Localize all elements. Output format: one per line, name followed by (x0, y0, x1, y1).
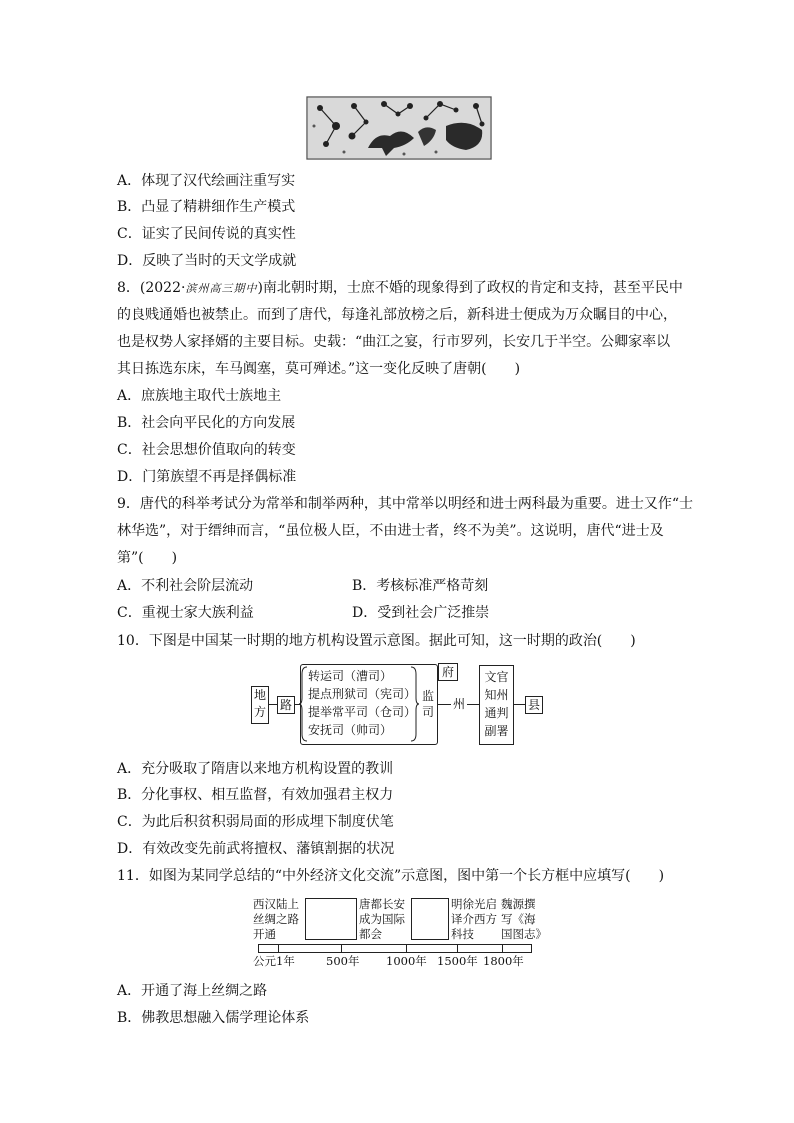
q9-option-c: C．重视士家大族利益 (117, 605, 254, 621)
jiansi-label: 监司 (422, 689, 435, 719)
q9-option-b: B．考核标准严格苛刻 (352, 578, 489, 594)
q9-option-d: D．受到社会广泛推崇 (352, 605, 490, 621)
q9-option-a: A．不利社会阶层流动 (117, 578, 254, 594)
blank-box-1 (305, 898, 357, 940)
q9-stem-line3: 第”( ) (117, 550, 178, 566)
wenguan-line2: 知州 (484, 688, 509, 702)
q7-option-c: C．证实了民间传说的真实性 (117, 226, 296, 242)
right-brace-icon (411, 666, 419, 742)
office-anfu: 安抚司（帅司） (308, 723, 393, 737)
office-tixing: 提点刑狱司（宪司） (308, 687, 417, 701)
tick-label-1800: 1800年 (483, 954, 524, 968)
q10-option-d: D．有效改变先前武将擅权、藩镇割据的状况 (117, 841, 395, 857)
q11-option-a: A．开通了海上丝绸之路 (117, 983, 268, 999)
xian-box: 县 (525, 696, 543, 714)
tick-label-500: 500年 (326, 954, 360, 968)
q10-option-c: C．为此后积贫积弱局面的形成埋下制度伏笔 (117, 814, 394, 830)
q8-option-a: A．庶族地主取代士族地主 (117, 388, 282, 404)
q8-stem-line1 (117, 278, 683, 299)
q8-stem-line4: 其日拣选东床，车马阗塞，莫可殚述。”这一变化反映了唐朝( ) (117, 361, 521, 377)
blank-box-2 (411, 898, 449, 940)
tick-label-1: 公元1年 (253, 954, 295, 968)
q9-stem-line2: 林华选”，对于缙绅而言，“虽位极人臣，不由进士者，终不为美”。这说明，唐代“进士及 (117, 523, 664, 539)
q7-option-d: D．反映了当时的天文学成就 (117, 253, 297, 269)
q8-stem-rest: )南北朝时期，士庶不婚的现象得到了政权的肯定和支持，甚至平民中 (257, 280, 683, 296)
han-relief-image (306, 96, 492, 160)
event-wei-yuan: 魏源撰 写《海 国图志》 (501, 897, 547, 941)
office-zhuanyun: 转运司（漕司） (308, 669, 393, 683)
q8-option-c: C．社会思想价值取向的转变 (117, 442, 296, 458)
event-xu-guangqi: 明徐光启 译介西方 科技 (451, 897, 497, 941)
difang-box: 地方 (251, 686, 269, 724)
fu-box: 府 (438, 663, 458, 681)
q8-number: 8．(2022· (117, 280, 186, 296)
office-changping: 提举常平司（仓司） (308, 705, 417, 719)
event-silk-road: 西汉陆上 丝绸之路 开通 (253, 897, 299, 941)
q7-option-a: A．体现了汉代绘画注重写实 (117, 173, 296, 189)
event-changan: 唐都长安 成为国际 都会 (359, 897, 405, 941)
wenguan-box (479, 665, 514, 745)
q7-option-b: B．凸显了精耕细作生产模式 (117, 199, 296, 215)
q11-stem: 11．如图为某同学总结的“中外经济文化交流”示意图，图中第一个长方框中应填写( ) (117, 868, 665, 884)
lu-box: 路 (277, 696, 295, 714)
wenguan-line1: 文官 (484, 670, 509, 684)
wenguan-line3: 通判 (484, 706, 509, 720)
timeline-bar (258, 944, 532, 953)
q8-option-d: D．门第族望不再是择偶标准 (117, 469, 297, 485)
q8-source: 滨州高三期中 (185, 282, 258, 295)
q8-option-b: B．社会向平民化的方向发展 (117, 415, 296, 431)
q11-option-b: B．佛教思想融入儒学理论体系 (117, 1010, 310, 1026)
q8-stem-line3: 也是权势人家择婿的主要目标。史载：“曲江之宴，行市罗列，长安几于半空。公卿家率以 (117, 334, 671, 350)
q10-option-a: A．充分吸取了隋唐以来地方机构设置的教训 (117, 761, 394, 777)
q10-stem: 10．下图是中国某一时期的地方机构设置示意图。据此可知，这一时期的政治( ) (117, 633, 636, 649)
tick-label-1000: 1000年 (386, 954, 427, 968)
tick-label-1500: 1500年 (437, 954, 478, 968)
q9-stem-line1: 9．唐代的科举考试分为常举和制举两种，其中常举以明经和进士两科最为重要。进士又作“士 (117, 496, 694, 512)
zhou-label: 州 (453, 697, 466, 711)
q8-stem-line2: 的良贱通婚也被禁止。而到了唐代，每逢礼部放榜之后，新科进士便成为万众瞩目的中心， (117, 307, 677, 323)
q10-option-b: B．分化事权、相互监督，有效加强君主权力 (117, 787, 394, 803)
wenguan-line4: 副署 (484, 724, 509, 738)
